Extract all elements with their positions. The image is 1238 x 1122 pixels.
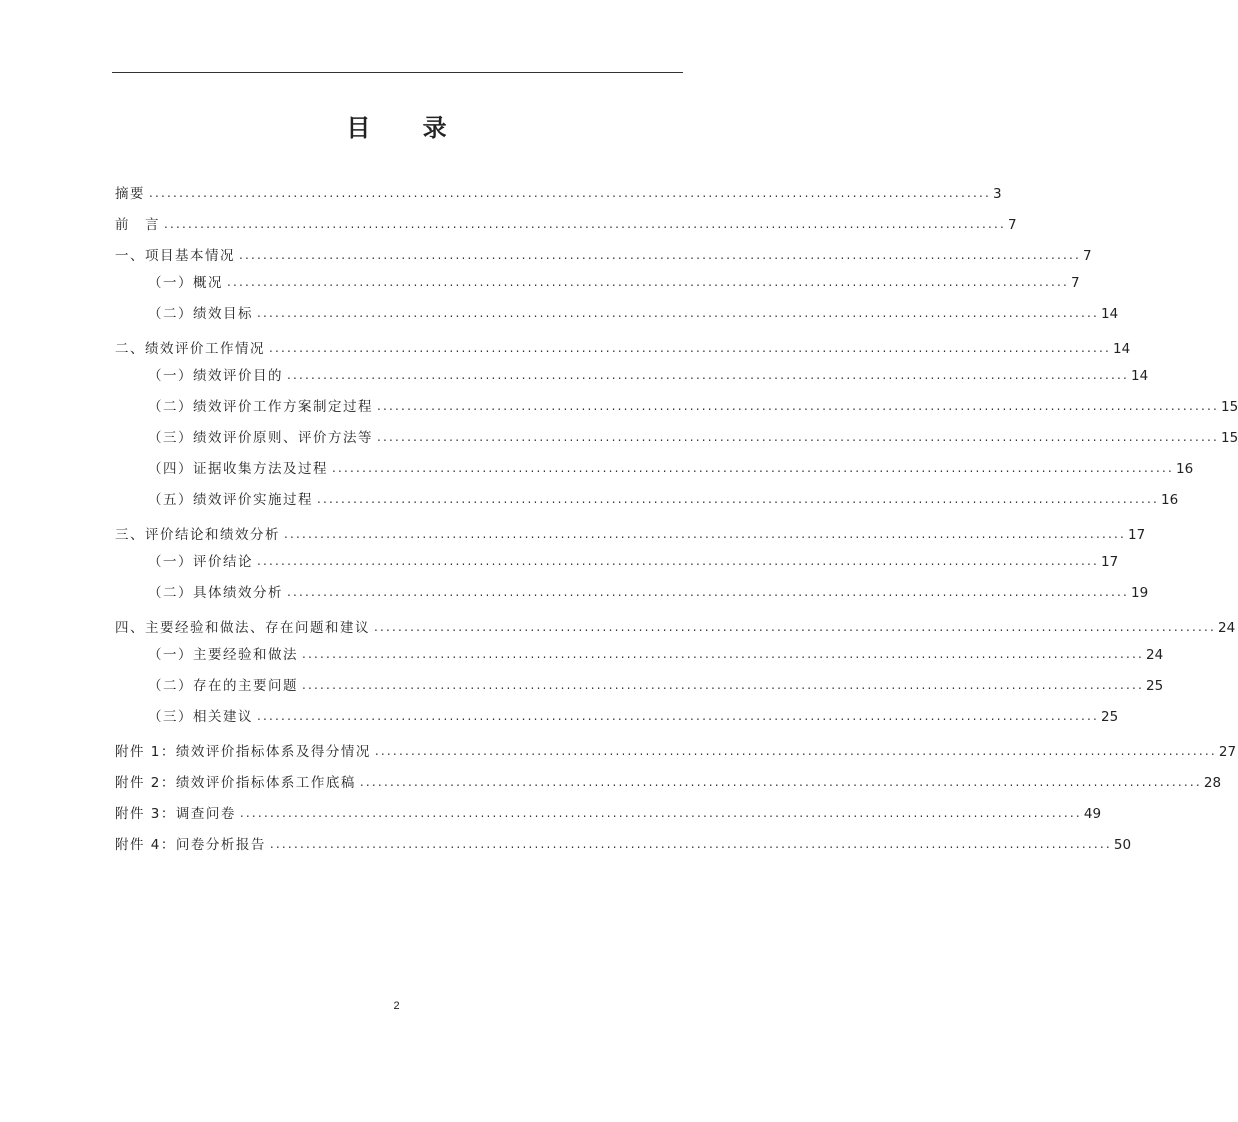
toc-entry-label: 附件 4：问卷分析报告 xyxy=(115,837,266,853)
toc-entry-label: 前 言 xyxy=(115,217,160,233)
toc-leader-dots: ............................................................................................................................................ xyxy=(257,306,1100,320)
toc-leader-dots: ............................................................................................................................................ xyxy=(359,775,1202,789)
toc-entry-label: 附件 2：绩效评价指标体系工作底稿 xyxy=(115,775,356,791)
page-title: 目 录 xyxy=(346,114,469,142)
toc-leader-dots: ............................................................................................................................................ xyxy=(149,186,992,200)
toc-leader-dots: ............................................................................................................................................ xyxy=(332,461,1175,475)
toc-entry[interactable] xyxy=(115,767,1222,793)
toc-leader-dots: ............................................................................................................................................ xyxy=(284,527,1127,541)
toc-entry[interactable] xyxy=(148,546,1119,572)
toc-entry[interactable] xyxy=(115,333,1131,359)
toc-entry-label: 四、主要经验和做法、存在问题和建议 xyxy=(115,620,370,636)
page-number: 2 xyxy=(393,1000,400,1012)
toc-entry-page: 15 xyxy=(1221,430,1238,446)
toc-entry-page: 19 xyxy=(1131,585,1149,601)
toc-entry-label: （二）绩效目标 xyxy=(148,306,253,322)
toc-leader-dots: ............................................................................................................................................ xyxy=(239,806,1082,820)
toc-entry[interactable] xyxy=(115,612,1236,638)
toc-entry-label: 摘要 xyxy=(115,186,145,202)
toc-leader-dots: ............................................................................................................................................ xyxy=(269,837,1112,851)
toc-entry[interactable] xyxy=(148,577,1149,603)
toc-entry-label: （三）相关建议 xyxy=(148,709,253,725)
toc-leader-dots: ............................................................................................................................................ xyxy=(302,678,1145,692)
toc-entry[interactable] xyxy=(148,298,1119,324)
toc-entry[interactable] xyxy=(115,798,1102,824)
toc-entry[interactable] xyxy=(148,670,1164,696)
toc-entry-label: （二）绩效评价工作方案制定过程 xyxy=(148,399,373,415)
toc-entry-page: 27 xyxy=(1218,744,1237,760)
toc-entry-label: （一）绩效评价目的 xyxy=(148,368,283,384)
toc-leader-dots: ............................................................................................................................................ xyxy=(377,399,1220,413)
toc-entry[interactable] xyxy=(148,267,1080,293)
toc-entry-page: 14 xyxy=(1131,368,1149,384)
toc-leader-dots: ............................................................................................................................................ xyxy=(257,554,1100,568)
toc-entry-label: （三）绩效评价原则、评价方法等 xyxy=(148,430,373,446)
toc-entry-label: 附件 1：绩效评价指标体系及得分情况 xyxy=(115,744,371,760)
toc-entry[interactable] xyxy=(148,453,1194,479)
toc-entry-page: 28 xyxy=(1203,775,1222,791)
toc-entry-page: 7 xyxy=(1008,217,1017,233)
toc-entry-label: （二）存在的主要问题 xyxy=(148,678,298,694)
toc-entry-page: 50 xyxy=(1113,837,1132,853)
toc-entry-label: 一、项目基本情况 xyxy=(115,248,235,264)
toc-entry[interactable] xyxy=(115,829,1132,855)
toc-entry-label: （四）证据收集方法及过程 xyxy=(148,461,328,477)
toc-leader-dots: ............................................................................................................................................ xyxy=(377,430,1220,444)
toc-entry[interactable] xyxy=(148,422,1238,448)
toc-entry-page: 25 xyxy=(1101,709,1119,725)
toc-entry[interactable] xyxy=(148,484,1179,510)
toc-leader-dots: ............................................................................................................................................ xyxy=(287,585,1130,599)
toc-entry-page: 16 xyxy=(1161,492,1179,508)
toc-entry-page: 3 xyxy=(993,186,1002,202)
toc-leader-dots: ............................................................................................................................................ xyxy=(239,248,1082,262)
toc-entry-label: 二、绩效评价工作情况 xyxy=(115,341,265,357)
toc-entry-label: （二）具体绩效分析 xyxy=(148,585,283,601)
toc-leader-dots: ............................................................................................................................................ xyxy=(317,492,1160,506)
toc-entry-page: 49 xyxy=(1083,806,1102,822)
toc-entry-label: 附件 3：调查问卷 xyxy=(115,806,236,822)
toc-entry-label: 三、评价结论和绩效分析 xyxy=(115,527,280,543)
toc-leader-dots: ............................................................................................................................................ xyxy=(227,275,1070,289)
toc-entry[interactable] xyxy=(115,178,1002,204)
toc-leader-dots: ............................................................................................................................................ xyxy=(257,709,1100,723)
toc-entry-page: 7 xyxy=(1071,275,1080,291)
toc-leader-dots: ............................................................................................................................................ xyxy=(374,744,1217,758)
toc-entry[interactable] xyxy=(148,391,1238,417)
toc-entry[interactable] xyxy=(115,519,1146,545)
toc-entry-page: 16 xyxy=(1176,461,1194,477)
header-rule xyxy=(112,72,683,73)
toc-entry[interactable] xyxy=(115,736,1237,762)
toc-leader-dots: ............................................................................................................................................ xyxy=(269,341,1112,355)
toc-leader-dots: ............................................................................................................................................ xyxy=(164,217,1007,231)
toc-leader-dots: ............................................................................................................................................ xyxy=(302,647,1145,661)
toc-entry-page: 17 xyxy=(1101,554,1119,570)
toc-entry-page: 17 xyxy=(1128,527,1146,543)
toc-leader-dots: ............................................................................................................................................ xyxy=(374,620,1217,634)
toc-entry-label: （一）主要经验和做法 xyxy=(148,647,298,663)
toc-entry[interactable] xyxy=(148,701,1119,727)
toc-leader-dots: ............................................................................................................................................ xyxy=(287,368,1130,382)
toc-entry-page: 25 xyxy=(1146,678,1164,694)
toc-entry[interactable] xyxy=(115,240,1092,266)
toc-entry-label: （一）概况 xyxy=(148,275,223,291)
toc-entry[interactable] xyxy=(115,209,1017,235)
toc-entry-page: 7 xyxy=(1083,248,1092,264)
toc-entry-page: 15 xyxy=(1221,399,1238,415)
toc-entry[interactable] xyxy=(148,639,1164,665)
toc-entry-label: （五）绩效评价实施过程 xyxy=(148,492,313,508)
toc-entry[interactable] xyxy=(148,360,1149,386)
toc-entry-page: 14 xyxy=(1101,306,1119,322)
toc-entry-label: （一）评价结论 xyxy=(148,554,253,570)
toc-entry-page: 24 xyxy=(1146,647,1164,663)
toc-entry-page: 14 xyxy=(1113,341,1131,357)
toc-entry-page: 24 xyxy=(1218,620,1236,636)
